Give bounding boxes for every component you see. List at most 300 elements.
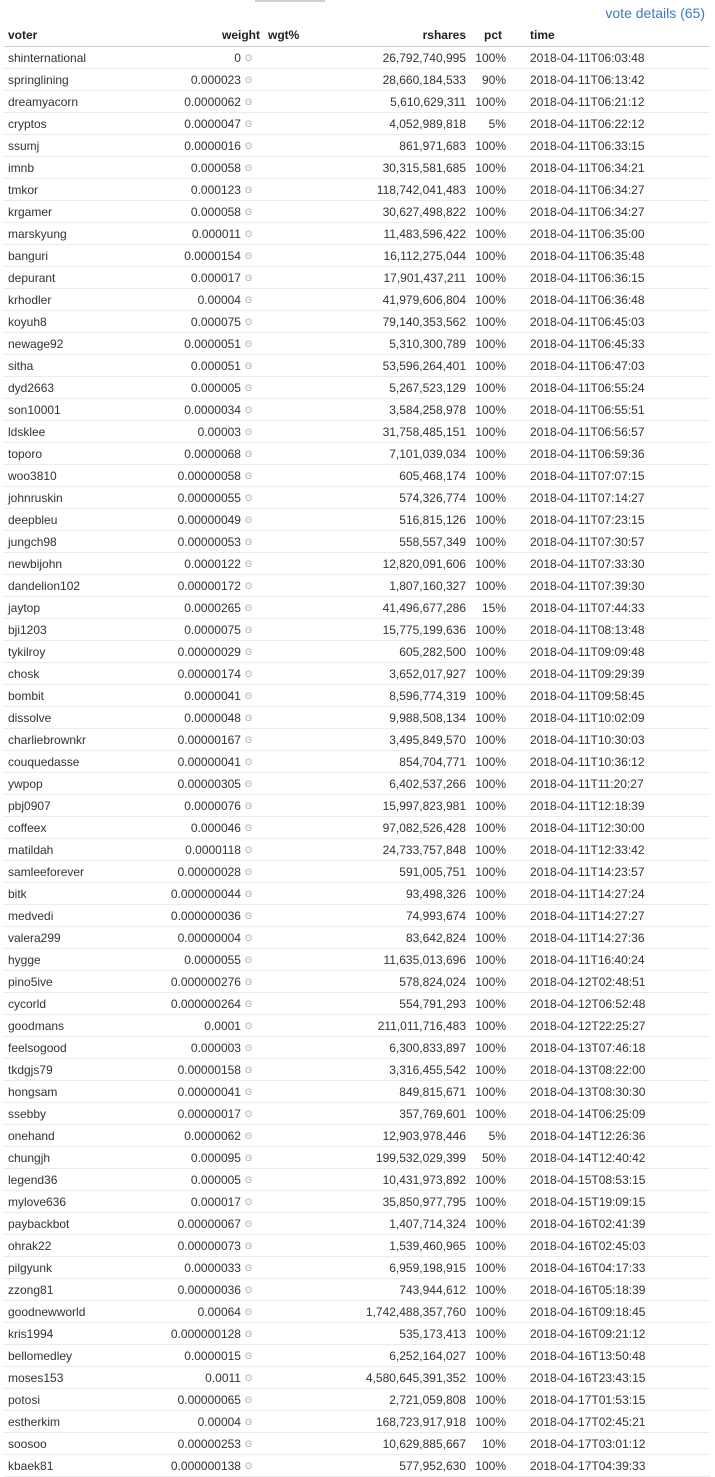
voter-link[interactable]: legend36 [8, 1172, 58, 1187]
voter-link[interactable]: springlining [8, 72, 69, 87]
voter-link[interactable]: potosi [8, 1392, 41, 1407]
sp-unit-icon: Θ [244, 1218, 252, 1229]
rshares-cell: 1,807,160,327 [324, 575, 470, 597]
pct-cell: 100% [470, 465, 520, 487]
weight-cell [144, 597, 264, 619]
pct-cell: 100% [470, 487, 520, 509]
voter-cell [4, 883, 144, 905]
voter-cell [4, 663, 144, 685]
rshares-cell: 591,005,751 [324, 861, 470, 883]
voter-cell [4, 223, 144, 245]
weight-cell [144, 267, 264, 289]
wgt-percent-cell [264, 399, 324, 421]
wgt-percent-cell [264, 1191, 324, 1213]
table-row [4, 685, 710, 707]
voter-link[interactable]: pilgyunk [8, 1260, 53, 1275]
weight-value: 0.00000172 [177, 578, 241, 593]
voter-link[interactable]: kris1994 [8, 1326, 54, 1341]
voter-link[interactable]: matildah [8, 842, 54, 857]
voter-link[interactable]: soosoo [8, 1436, 47, 1451]
wgt-percent-cell [264, 861, 324, 883]
weight-value: 0.0000055 [184, 952, 241, 967]
voter-link[interactable]: zzong81 [8, 1282, 54, 1297]
voter-cell [4, 1081, 144, 1103]
weight-cell [144, 487, 264, 509]
table-row [4, 1169, 710, 1191]
weight-value: 0.00003 [197, 424, 241, 439]
rshares-cell: 9,988,508,134 [324, 707, 470, 729]
sp-unit-icon: Θ [244, 1108, 252, 1119]
voter-link[interactable]: onehand [8, 1128, 55, 1143]
pct-cell: 100% [470, 421, 520, 443]
wgt-percent-cell [264, 685, 324, 707]
pct-cell: 100% [470, 1103, 520, 1125]
weight-cell [144, 531, 264, 553]
voter-cell [4, 1147, 144, 1169]
rshares-cell: 8,596,774,319 [324, 685, 470, 707]
time-cell: 2018-04-15T19:09:15 [520, 1191, 710, 1213]
weight-value: 0.00000058 [177, 468, 241, 483]
time-cell: 2018-04-11T06:22:12 [520, 113, 710, 135]
voter-link[interactable]: deepbleu [8, 512, 58, 527]
voter-cell [4, 267, 144, 289]
pct-cell: 100% [470, 333, 520, 355]
voter-cell [4, 245, 144, 267]
wgt-percent-cell [264, 1037, 324, 1059]
table-row [4, 509, 710, 531]
voter-cell [4, 839, 144, 861]
voter-link[interactable]: johnruskin [8, 490, 63, 505]
voter-link[interactable]: samleeforever [8, 864, 85, 879]
voter-link[interactable]: bellomedley [8, 1348, 73, 1363]
voter-cell [4, 817, 144, 839]
pct-cell: 100% [470, 1389, 520, 1411]
time-cell: 2018-04-11T06:21:12 [520, 91, 710, 113]
rshares-cell: 79,140,353,562 [324, 311, 470, 333]
time-cell: 2018-04-11T06:55:24 [520, 377, 710, 399]
time-cell: 2018-04-12T22:25:27 [520, 1015, 710, 1037]
table-row [4, 795, 710, 817]
weight-cell [144, 707, 264, 729]
table-row [4, 773, 710, 795]
sp-unit-icon: Θ [244, 1416, 252, 1427]
voter-cell [4, 487, 144, 509]
pct-cell: 100% [470, 1411, 520, 1433]
weight-cell [144, 1235, 264, 1257]
voter-link[interactable]: pino5ive [8, 974, 53, 989]
wgt-percent-cell [264, 1125, 324, 1147]
table-row [4, 1037, 710, 1059]
pct-cell: 100% [470, 1191, 520, 1213]
voter-link[interactable]: koyuh8 [8, 314, 47, 329]
table-row [4, 531, 710, 553]
voter-link[interactable]: banguri [8, 248, 49, 263]
pct-cell: 100% [470, 91, 520, 113]
weight-value: 0.000075 [190, 314, 241, 329]
voter-link[interactable]: cryptos [8, 116, 47, 131]
sp-unit-icon: Θ [244, 756, 252, 767]
weight-cell [144, 201, 264, 223]
voter-link[interactable]: dyd2663 [8, 380, 55, 395]
weight-cell [144, 839, 264, 861]
sp-unit-icon: Θ [244, 1460, 252, 1471]
time-cell: 2018-04-11T06:33:15 [520, 135, 710, 157]
weight-cell [144, 795, 264, 817]
time-cell: 2018-04-11T07:33:30 [520, 553, 710, 575]
voter-link[interactable]: dreamyacorn [8, 94, 79, 109]
rshares-cell: 31,758,485,151 [324, 421, 470, 443]
time-cell: 2018-04-14T12:26:36 [520, 1125, 710, 1147]
wgt-percent-cell [264, 905, 324, 927]
sp-unit-icon: Θ [244, 998, 252, 1009]
vote-details-link[interactable]: vote details (65) [605, 5, 705, 21]
weight-value: 0.0000051 [184, 336, 241, 351]
weight-value: 0.00064 [197, 1304, 241, 1319]
sp-unit-icon: Θ [244, 360, 252, 371]
voter-link[interactable]: bji1203 [8, 622, 47, 637]
weight-cell [144, 1455, 264, 1477]
time-cell: 2018-04-11T06:56:57 [520, 421, 710, 443]
voter-link[interactable]: hongsam [8, 1084, 58, 1099]
pct-cell: 100% [470, 619, 520, 641]
rshares-cell: 4,580,645,391,352 [324, 1367, 470, 1389]
voter-link[interactable]: ywpop [8, 776, 43, 791]
pct-cell: 100% [470, 1213, 520, 1235]
weight-value: 0.0000122 [184, 556, 241, 571]
voter-link[interactable]: medvedi [8, 908, 54, 923]
rshares-cell: 41,496,677,286 [324, 597, 470, 619]
wgt-percent-cell [264, 355, 324, 377]
wgt-percent-cell [264, 1301, 324, 1323]
rshares-cell: 30,315,581,685 [324, 157, 470, 179]
sp-unit-icon: Θ [244, 96, 252, 107]
time-cell: 2018-04-11T07:44:33 [520, 597, 710, 619]
wgt-percent-cell [264, 663, 324, 685]
voter-cell [4, 707, 144, 729]
weight-cell [144, 773, 264, 795]
voter-link[interactable]: newage92 [8, 336, 64, 351]
weight-cell [144, 993, 264, 1015]
rshares-cell: 199,532,029,399 [324, 1147, 470, 1169]
weight-value: 0.000000128 [170, 1326, 241, 1341]
time-cell: 2018-04-13T07:46:18 [520, 1037, 710, 1059]
wgt-percent-cell [264, 1367, 324, 1389]
table-row [4, 1147, 710, 1169]
pct-cell: 100% [470, 1037, 520, 1059]
weight-cell [144, 1191, 264, 1213]
voter-link[interactable]: shinternational [8, 50, 87, 65]
weight-cell [144, 685, 264, 707]
voter-link[interactable]: couquedasse [8, 754, 80, 769]
table-row [4, 1015, 710, 1037]
voter-cell [4, 575, 144, 597]
time-cell: 2018-04-11T06:34:21 [520, 157, 710, 179]
voter-link[interactable]: feelsogood [8, 1040, 67, 1055]
voter-link[interactable]: krhodler [8, 292, 52, 307]
table-row [4, 927, 710, 949]
pct-cell: 100% [470, 1235, 520, 1257]
table-row [4, 1279, 710, 1301]
wgt-percent-cell [264, 267, 324, 289]
wgt-percent-cell [264, 795, 324, 817]
wgt-percent-cell [264, 201, 324, 223]
weight-cell [144, 245, 264, 267]
weight-cell [144, 1345, 264, 1367]
voter-cell [4, 597, 144, 619]
voter-link[interactable]: imnb [8, 160, 35, 175]
wgt-percent-cell [264, 1103, 324, 1125]
table-row [4, 729, 710, 751]
weight-value: 0.0011 [205, 1370, 241, 1385]
voter-link[interactable]: marskyung [8, 226, 67, 241]
rshares-cell: 3,316,455,542 [324, 1059, 470, 1081]
weight-cell [144, 751, 264, 773]
rshares-cell: 93,498,326 [324, 883, 470, 905]
weight-cell [144, 729, 264, 751]
voter-cell [4, 1323, 144, 1345]
weight-cell [144, 69, 264, 91]
sp-unit-icon: Θ [244, 74, 252, 85]
time-cell: 2018-04-11T14:27:36 [520, 927, 710, 949]
time-cell: 2018-04-11T09:09:48 [520, 641, 710, 663]
voter-cell [4, 1015, 144, 1037]
weight-cell [144, 619, 264, 641]
weight-cell [144, 465, 264, 487]
rshares-cell: 1,539,460,965 [324, 1235, 470, 1257]
voter-link[interactable]: goodnewworld [8, 1304, 86, 1319]
time-cell: 2018-04-17T04:39:33 [520, 1455, 710, 1477]
voter-link[interactable]: depurant [8, 270, 56, 285]
rshares-cell: 6,252,164,027 [324, 1345, 470, 1367]
voter-link[interactable]: moses153 [8, 1370, 64, 1385]
weight-value: 0.000003 [190, 1040, 241, 1055]
voter-cell [4, 509, 144, 531]
table-row [4, 179, 710, 201]
pct-cell: 100% [470, 751, 520, 773]
voter-cell [4, 1213, 144, 1235]
weight-value: 0.000058 [190, 204, 241, 219]
voter-link[interactable]: paybackbot [8, 1216, 70, 1231]
time-cell: 2018-04-11T14:27:27 [520, 905, 710, 927]
sp-unit-icon: Θ [244, 558, 252, 569]
voter-cell [4, 333, 144, 355]
voter-link[interactable]: son10001 [8, 402, 61, 417]
wgt-percent-cell [264, 729, 324, 751]
voter-cell [4, 179, 144, 201]
time-cell: 2018-04-11T06:36:15 [520, 267, 710, 289]
voter-link[interactable]: chungjh [8, 1150, 51, 1165]
sp-unit-icon: Θ [244, 272, 252, 283]
voter-cell [4, 157, 144, 179]
weight-cell [144, 179, 264, 201]
weight-cell [144, 817, 264, 839]
voter-link[interactable]: charliebrownkr [8, 732, 87, 747]
table-row [4, 355, 710, 377]
wgt-percent-cell [264, 245, 324, 267]
wgt-percent-cell [264, 311, 324, 333]
time-cell: 2018-04-11T12:30:00 [520, 817, 710, 839]
voter-link[interactable]: cycorld [8, 996, 47, 1011]
wgt-percent-cell [264, 179, 324, 201]
table-row [4, 905, 710, 927]
table-header [4, 24, 710, 47]
table-row [4, 267, 710, 289]
wgt-percent-cell [264, 1389, 324, 1411]
weight-value: 0.00000055 [177, 490, 241, 505]
voter-cell [4, 443, 144, 465]
voter-link[interactable]: dandelion102 [8, 578, 81, 593]
voter-cell [4, 69, 144, 91]
pct-cell: 100% [470, 641, 520, 663]
wgt-percent-cell [264, 91, 324, 113]
weight-cell [144, 553, 264, 575]
voter-link[interactable]: estherkim [8, 1414, 61, 1429]
voter-link[interactable]: krgamer [8, 204, 53, 219]
rshares-cell: 861,971,683 [324, 135, 470, 157]
weight-cell [144, 575, 264, 597]
voter-link[interactable]: pbj0907 [8, 798, 51, 813]
voter-link[interactable]: mylove636 [8, 1194, 67, 1209]
voter-link[interactable]: tmkor [8, 182, 38, 197]
sp-unit-icon: Θ [244, 140, 252, 151]
weight-value: 0.00000036 [177, 1282, 241, 1297]
time-cell: 2018-04-13T08:22:00 [520, 1059, 710, 1081]
voter-link[interactable]: ohrak22 [8, 1238, 52, 1253]
table-row [4, 663, 710, 685]
table-row [4, 1235, 710, 1257]
voter-link[interactable]: dissolve [8, 710, 52, 725]
voter-link[interactable]: tkdgjs79 [8, 1062, 53, 1077]
time-cell: 2018-04-16T02:41:39 [520, 1213, 710, 1235]
voter-link[interactable]: jungch98 [8, 534, 57, 549]
sp-unit-icon: Θ [244, 1394, 252, 1405]
voter-link[interactable]: bombit [8, 688, 45, 703]
table-row [4, 1301, 710, 1323]
weight-value: 0.000005 [190, 380, 241, 395]
rshares-cell: 2,721,059,808 [324, 1389, 470, 1411]
voter-link[interactable]: hygge [8, 952, 41, 967]
rshares-cell: 535,173,413 [324, 1323, 470, 1345]
rshares-cell: 578,824,024 [324, 971, 470, 993]
rshares-cell: 15,775,199,636 [324, 619, 470, 641]
table-row [4, 1213, 710, 1235]
weight-cell [144, 1301, 264, 1323]
pct-cell: 100% [470, 663, 520, 685]
voter-link[interactable]: valera299 [8, 930, 61, 945]
voter-link[interactable]: ssumj [8, 138, 40, 153]
sp-unit-icon: Θ [244, 1262, 252, 1273]
time-cell: 2018-04-16T23:43:15 [520, 1367, 710, 1389]
wgt-percent-cell [264, 883, 324, 905]
weight-value: 0.00000049 [177, 512, 241, 527]
rshares-cell: 5,267,523,129 [324, 377, 470, 399]
weight-cell [144, 135, 264, 157]
voter-cell [4, 531, 144, 553]
voter-link[interactable]: chosk [8, 666, 40, 681]
voter-link[interactable]: tykilroy [8, 644, 46, 659]
voter-link[interactable]: goodmans [8, 1018, 65, 1033]
voter-link[interactable]: jaytop [8, 600, 41, 615]
voter-cell [4, 201, 144, 223]
voter-cell [4, 971, 144, 993]
table-row [4, 1125, 710, 1147]
table-row [4, 289, 710, 311]
voter-link[interactable]: kbaek81 [8, 1458, 54, 1473]
voter-cell [4, 1125, 144, 1147]
time-cell: 2018-04-15T08:53:15 [520, 1169, 710, 1191]
voter-cell [4, 949, 144, 971]
pct-cell: 100% [470, 729, 520, 751]
wgt-percent-cell [264, 69, 324, 91]
pct-cell: 100% [470, 905, 520, 927]
pct-cell: 100% [470, 553, 520, 575]
pct-cell: 100% [470, 817, 520, 839]
sp-unit-icon: Θ [244, 1152, 252, 1163]
weight-cell [144, 1411, 264, 1433]
voter-cell [4, 135, 144, 157]
weight-cell [144, 157, 264, 179]
pct-cell: 5% [470, 1125, 520, 1147]
voter-link[interactable]: woo3810 [8, 468, 57, 483]
weight-value: 0.000000276 [170, 974, 241, 989]
time-cell: 2018-04-11T06:59:36 [520, 443, 710, 465]
sp-unit-icon: Θ [244, 1240, 252, 1251]
sp-unit-icon: Θ [244, 118, 252, 129]
rshares-cell: 558,557,349 [324, 531, 470, 553]
time-cell: 2018-04-11T07:39:30 [520, 575, 710, 597]
voter-cell [4, 355, 144, 377]
time-cell: 2018-04-16T09:21:12 [520, 1323, 710, 1345]
voter-link[interactable]: toporo [8, 446, 43, 461]
time-cell: 2018-04-12T02:48:51 [520, 971, 710, 993]
wgt-percent-cell [264, 1147, 324, 1169]
wgt-percent-cell [264, 1081, 324, 1103]
sp-unit-icon: Θ [244, 382, 252, 393]
column-header-voter: voter [4, 24, 144, 47]
voter-link[interactable]: ldsklee [8, 424, 46, 439]
weight-value: 0.000023 [190, 72, 241, 87]
weight-value: 0.00000065 [177, 1392, 241, 1407]
wgt-percent-cell [264, 465, 324, 487]
voter-link[interactable]: newbijohn [8, 556, 63, 571]
weight-cell [144, 861, 264, 883]
wgt-percent-cell [264, 113, 324, 135]
weight-value: 0.00000305 [177, 776, 241, 791]
voter-link[interactable]: coffeex [8, 820, 47, 835]
voter-link[interactable]: sitha [8, 358, 34, 373]
rshares-cell: 3,652,017,927 [324, 663, 470, 685]
pct-cell: 100% [470, 1257, 520, 1279]
sp-unit-icon: Θ [244, 1064, 252, 1075]
sp-unit-icon: Θ [244, 712, 252, 723]
weight-value: 0.00000004 [177, 930, 241, 945]
weight-value: 0.0000015 [184, 1348, 241, 1363]
weight-cell [144, 113, 264, 135]
table-row [4, 487, 710, 509]
voter-link[interactable]: bitk [8, 886, 27, 901]
time-cell: 2018-04-11T06:35:48 [520, 245, 710, 267]
rshares-cell: 5,610,629,311 [324, 91, 470, 113]
voter-link[interactable]: ssebby [8, 1106, 47, 1121]
sp-unit-icon: Θ [244, 580, 252, 591]
time-cell: 2018-04-11T14:23:57 [520, 861, 710, 883]
weight-value: 0.000123 [190, 182, 241, 197]
weight-cell [144, 905, 264, 927]
voter-cell [4, 1345, 144, 1367]
pct-cell: 100% [470, 773, 520, 795]
sp-unit-icon: Θ [244, 470, 252, 481]
wgt-percent-cell [264, 289, 324, 311]
